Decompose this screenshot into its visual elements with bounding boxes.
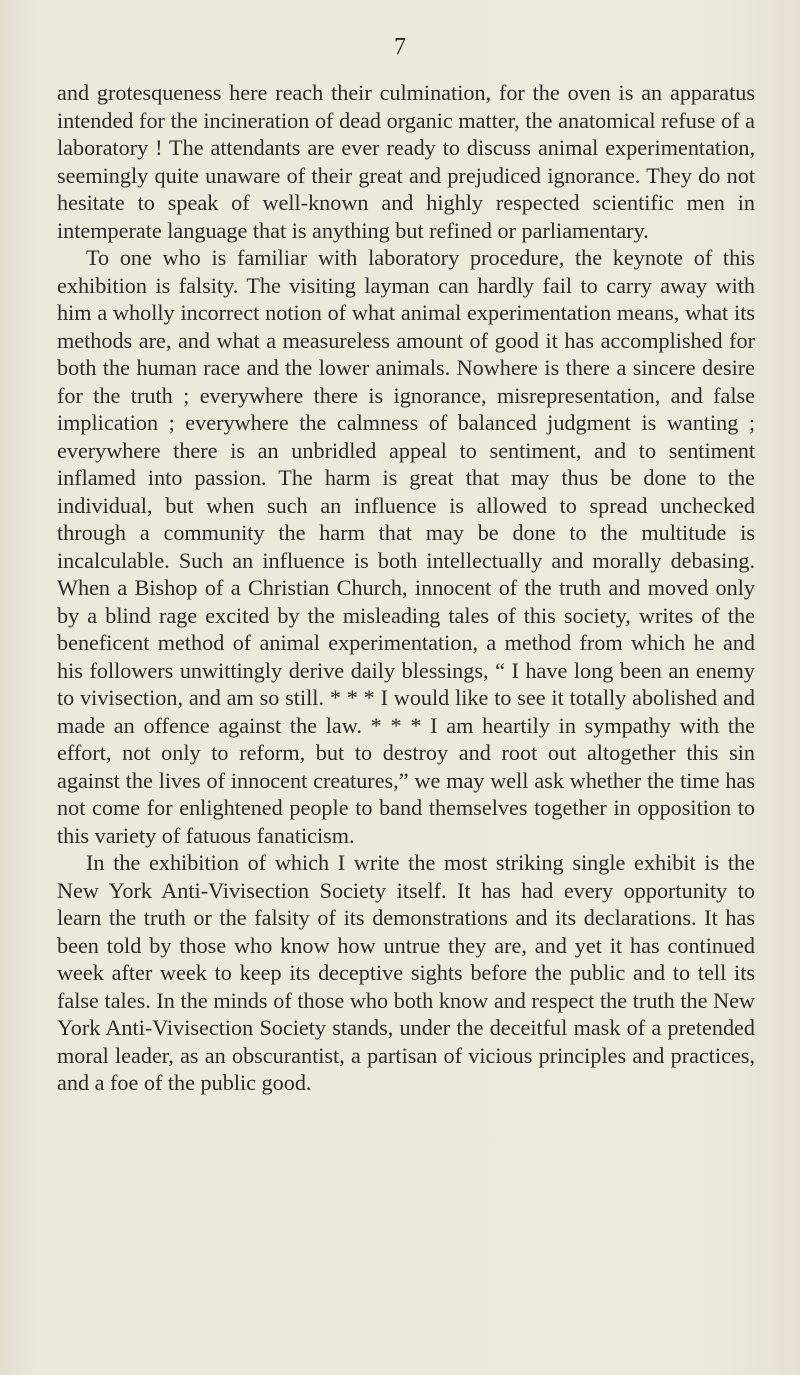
page-number: 7 [394, 34, 406, 60]
body-text [57, 79, 755, 1097]
paragraph-society-exhibit: In the exhibition of which I write the most striking single exhibit is the New York Anti-Vivisection Society itself. It has had every opportunity to learn the truth or the falsity of its demonstrations and its declarations. It has been told by those who know how untrue they are, and yet it has continued week after week to keep its deceptive sights before the public and to tell its false tales. In the minds of those who both know and respect the truth the New York Anti-Vivisection Society stands, under the deceitful mask of a pretended moral leader, as an obscurantist, a partisan of vicious principles and practices, and a foe of the public good. [57, 850, 755, 1095]
paragraph-continuation: and grotesqueness here reach their culmination, for the oven is an apparatus intended for the incineration of dead organic matter, the anatomical refuse of a laboratory ! The attendants are ever ready to discuss animal experimentation, seemingly quite unaware of their great and prejudiced ignorance. They do not hesitate to speak of well-known and highly respected scientific men in intemperate language that is anything but refined or parliamentary. [57, 80, 755, 243]
paragraph-keynote-falsity: To one who is familiar with laboratory procedure, the keynote of this exhibition is falsity. The visiting layman can hardly fail to carry away with him a wholly incorrect notion of what animal experimentation means, what its methods are, and what a measureless amount of good it has accomplished for both the human race and the lower animals. Nowhere is there a sincere desire for the truth ; everywhere there is ignorance, misrepresentation, and false implication ; everywhere the calmness of balanced judgment is wanting ; everywhere there is an unbridled appeal to sentiment, and to sentiment inflamed into passion. The harm is great that may thus be done to the individual, but when such an influence is allowed to spread unchecked through a community the harm that may be done to the multitude is incalculable. Such an influence is both intellectually and morally debasing. When a Bishop of a Christian Church, innocent of the truth and moved only by a blind rage excited by the misleading tales of this society, writes of the beneficent method of animal experimentation, a method from which he and his followers unwittingly derive daily blessings, “ I have long been an enemy to vivisection, and am so still. * * * I would like to see it totally abolished and made an offence against the law. * * * I am heartily in sympathy with the effort, not only to reform, but to destroy and root out altogether this sin against the lives of innocent creatures,” we may well ask whether the time has not come for enlightened people to band themselves together in opposition to this variety of fatuous fanaticism. [57, 245, 755, 848]
